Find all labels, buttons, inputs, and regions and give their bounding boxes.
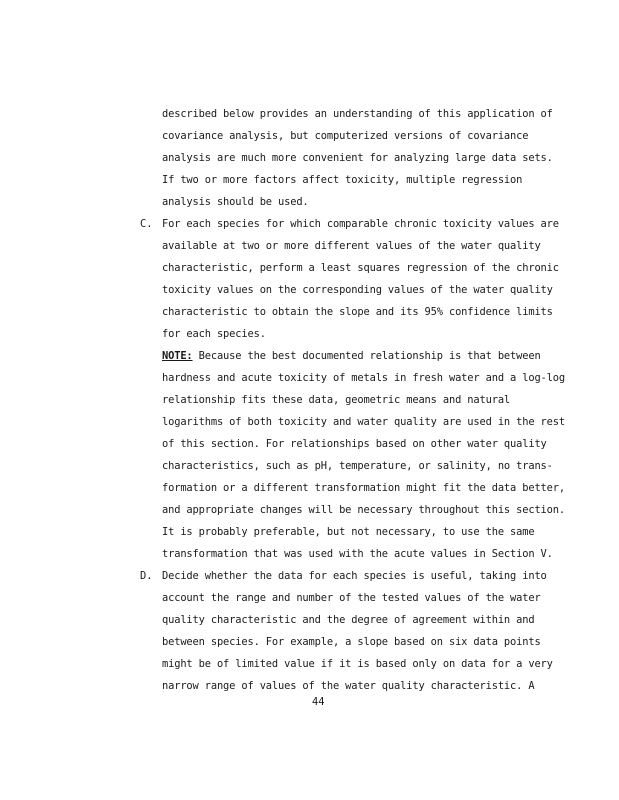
text-line: covariance analysis, but computerized versions of covariance [162, 130, 529, 142]
page-number: 44 [312, 696, 325, 708]
text-line: relationship fits these data, geometric means and natural [162, 394, 511, 406]
text-line: analysis should be used. [162, 196, 309, 208]
text-line: characteristics, such as pH, temperature, or salinity, no trans- [162, 460, 553, 472]
text-line: characteristic to obtain the slope and its 95% confidence limits [162, 306, 553, 318]
text-line: Decide whether the data for each species is useful, taking into [162, 570, 547, 582]
text-line: For each species for which comparable chronic toxicity values are [162, 218, 559, 230]
note-first-line [162, 350, 541, 363]
text-line: and appropriate changes will be necessary throughout this section. [162, 504, 565, 516]
text-line: transformation that was used with the acute values in Section V. [162, 548, 553, 560]
text-line: formation or a different transformation might fit the data better, [162, 482, 565, 494]
text-line: analysis are much more convenient for analyzing large data sets. [162, 152, 553, 164]
note-label: NOTE: [162, 350, 193, 362]
text-line: If two or more factors affect toxicity, multiple regression [162, 174, 523, 186]
text-line: account the range and number of the tested values of the water [162, 592, 541, 604]
text-line: available at two or more different values of the water quality [162, 240, 541, 252]
text-line: It is probably preferable, but not necessary, to use the same [162, 526, 535, 538]
text-line: for each species. [162, 328, 266, 340]
text-line: hardness and acute toxicity of metals in fresh water and a log-log [162, 372, 565, 384]
text-line: logarithms of both toxicity and water quality are used in the rest [162, 416, 565, 428]
text-line: between species. For example, a slope based on six data points [162, 636, 541, 648]
text-line: described below provides an understanding of this application of [162, 108, 553, 120]
text-line: might be of limited value if it is based only on data for a very [162, 658, 553, 670]
text-line: narrow range of values of the water quality characteristic. A [162, 680, 535, 692]
list-marker-c: C. [140, 218, 153, 230]
note-text: Because the best documented relationship is that between [192, 350, 541, 362]
text-line: toxicity values on the corresponding values of the water quality [162, 284, 553, 296]
text-line: of this section. For relationships based on other water quality [162, 438, 547, 450]
text-line: characteristic, perform a least squares regression of the chronic [162, 262, 559, 274]
list-marker-d: D. [140, 570, 153, 582]
text-line: quality characteristic and the degree of agreement within and [162, 614, 535, 626]
